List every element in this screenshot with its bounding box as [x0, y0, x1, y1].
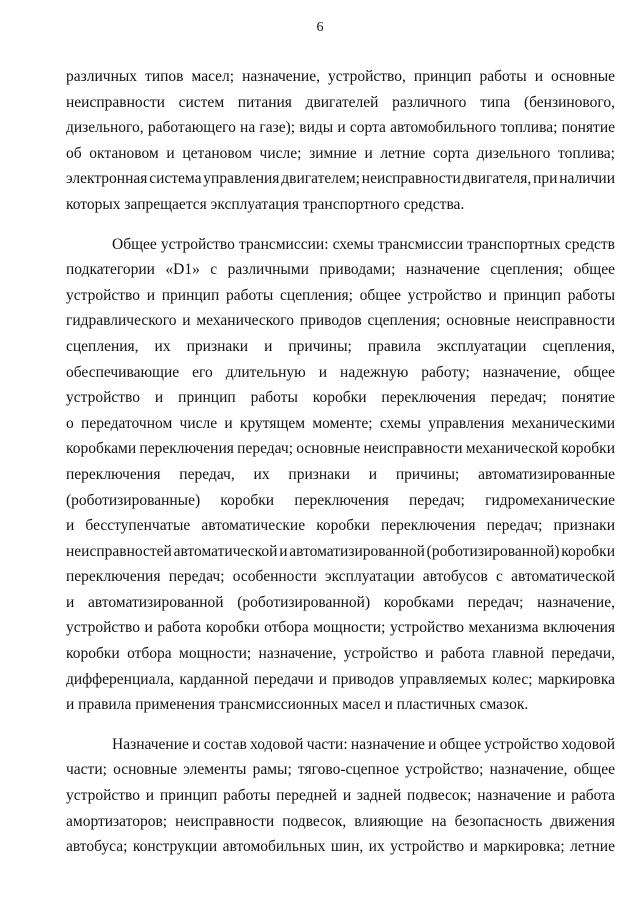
text-line: различных типов масел; назначение, устройство, принцип работы и основные [66, 68, 615, 85]
paragraph-chassis [66, 732, 615, 860]
text-line: о передаточном числе и крутящем моменте; схемы управления механическими [66, 414, 615, 432]
text-line: Общее устройство трансмиссии: схемы трансмиссии транспортных средств [112, 235, 615, 253]
text-line: части; основные элементы рамы; тягово-сцепное устройство; назначение, общее [66, 761, 615, 779]
text-line: неисправностей автоматической и автоматизированной (роботизированной) коробки [66, 542, 615, 560]
text-line: переключения передач; особенности эксплуатации автобусов с автоматической [66, 568, 615, 586]
text-line: и автоматизированной (роботизированной) коробками передач; назначение, [66, 593, 615, 611]
text-line: гидравлического и механического приводов сцепления; основные неисправности [66, 312, 615, 330]
text-line: подкатегории «D1» с различными приводами; назначение сцепления; общее [66, 261, 615, 279]
text-line: переключения передач, их признаки и причины; автоматизированные [66, 465, 615, 483]
text-line: электронная система управления двигателем; неисправности двигателя, при наличии [66, 170, 615, 188]
text-line: Назначение и состав ходовой части: назначение и общее устройство ходовой [112, 735, 615, 753]
text-line: (роботизированные) коробки переключения передач; гидромеханические [66, 491, 615, 509]
text-line: сцепления, их признаки и причины; правила эксплуатации сцепления, [66, 337, 615, 355]
text-line: коробки отбора мощности; назначение, устройство и работа главной передачи, [66, 645, 615, 663]
page-number: 6 [316, 20, 324, 35]
text-line: дизельного, работающего на газе); виды и сорта автомобильного топлива; понятие [66, 119, 615, 137]
text-line: коробками переключения передач; основные неисправности механической коробки [66, 440, 615, 458]
text-line: устройство и принцип работы коробки переключения передач; понятие [66, 389, 615, 407]
text-line: и бесступенчатые автоматические коробки переключения передач; признаки [66, 517, 615, 535]
text-line: обеспечивающие его длительную и надежную работу; назначение, общее [66, 363, 615, 381]
text-line: устройство и принцип работы сцепления; общее устройство и принцип работы [66, 286, 615, 304]
paragraph-transmission [66, 232, 615, 718]
text-line: дифференциала, карданной передачи и приводов управляемых колес; маркировка [66, 670, 615, 688]
text-line: неисправности систем питания двигателей различного типа (бензинового, [66, 93, 615, 111]
text-line: и правила применения трансмиссионных масел и пластичных смазок. [66, 696, 529, 714]
text-line: автобуса; конструкции автомобильных шин, их устройство и маркировка; летние [66, 838, 615, 856]
text-line: устройство и работа коробки отбора мощности; устройство механизма включения [66, 619, 615, 637]
text-line: амортизаторов; неисправности подвесок, влияющие на безопасность движения [66, 812, 615, 830]
text-line: устройство и принцип работы передней и задней подвесок; назначение и работа [66, 787, 615, 805]
text-line: которых запрещается эксплуатация транспортного средства. [66, 195, 465, 213]
text-line: об октановом и цетановом числе; зимние и летние сорта дизельного топлива; [66, 144, 615, 162]
paragraph-fuel-systems [66, 64, 615, 218]
document-body [66, 64, 615, 860]
